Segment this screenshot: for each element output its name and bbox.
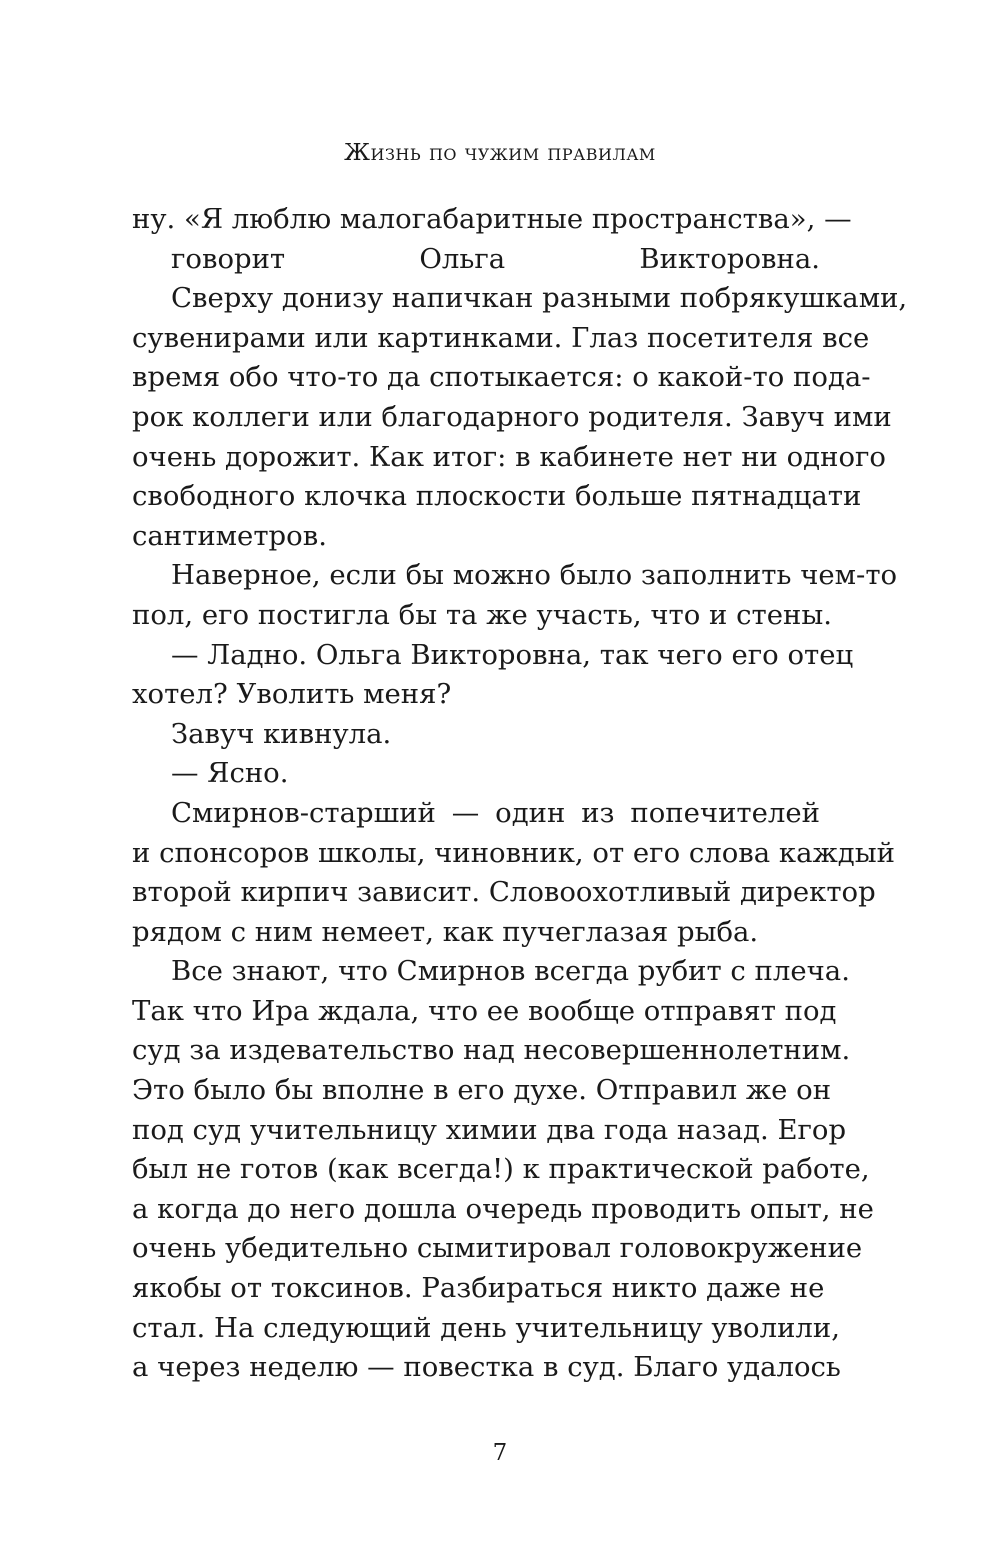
text-line: хотел? Уволить меня? xyxy=(132,678,452,711)
text-line: был не готов (как всегда!) к практической работе, xyxy=(132,1153,870,1186)
body-text xyxy=(132,200,908,1388)
text-line: Смирнов-старший — один из попечителей xyxy=(171,796,820,829)
page-number: 7 xyxy=(492,1440,508,1466)
text-line: свободного клочка плоскости больше пятнадцати xyxy=(132,480,862,513)
text-line: говорит Ольга Викторовна. xyxy=(171,242,820,275)
text-line: очень убедительно сымитировал головокружение xyxy=(132,1232,863,1265)
text-line: а через неделю — повестка в суд. Благо удалось xyxy=(132,1351,841,1384)
text-line: пол, его постигла бы та же участь, что и стены. xyxy=(132,598,832,631)
text-line: Завуч кивнула. xyxy=(171,717,392,750)
text-line: сувенирами или картинками. Глаз посетителя все xyxy=(132,321,870,354)
text-line: сантиметров. xyxy=(132,519,327,552)
text-line: рок коллеги или благодарного родителя. Завуч ими xyxy=(132,400,892,433)
text-line: и спонсоров школы, чиновник, от его слова каждый xyxy=(132,836,895,869)
text-line: Так что Ира ждала, что ее вообще отправят под xyxy=(132,994,837,1027)
text-line: Сверху донизу напичкан разными побрякушками, xyxy=(171,282,908,315)
text-line: Все знают, что Смирнов всегда рубит с плеча. xyxy=(171,955,850,988)
text-line: время обо что-то да спотыкается: о какой-то пода- xyxy=(132,361,871,394)
text-line: рядом с ним немеет, как пучеглазая рыба. xyxy=(132,915,759,948)
text-line: второй кирпич зависит. Словоохотливый директор xyxy=(132,876,876,909)
text-line: Наверное, если бы можно было заполнить чем-то xyxy=(171,559,898,592)
text-line: под суд учительницу химии два года назад. Егор xyxy=(132,1113,847,1146)
text-line: — Ладно. Ольга Викторовна, так чего его отец xyxy=(171,638,854,671)
text-line: ну. «Я люблю малогабаритные пространства», — xyxy=(132,203,852,235)
text-line: якобы от токсинов. Разбираться никто даже не xyxy=(132,1272,825,1305)
text-line: а когда до него дошла очередь проводить опыт, не xyxy=(132,1192,874,1225)
text-line: очень дорожит. Как итог: в кабинете нет ни одного xyxy=(132,440,886,473)
text-line: — Ясно. xyxy=(171,757,289,790)
running-head: Жизнь по чужим правилам xyxy=(344,140,656,166)
text-line: суд за издевательство над несовершеннолетним. xyxy=(132,1034,851,1067)
text-line: стал. На следующий день учительницу уволили, xyxy=(132,1311,840,1344)
text-line: Это было бы вполне в его духе. Отправил же он xyxy=(132,1074,832,1107)
